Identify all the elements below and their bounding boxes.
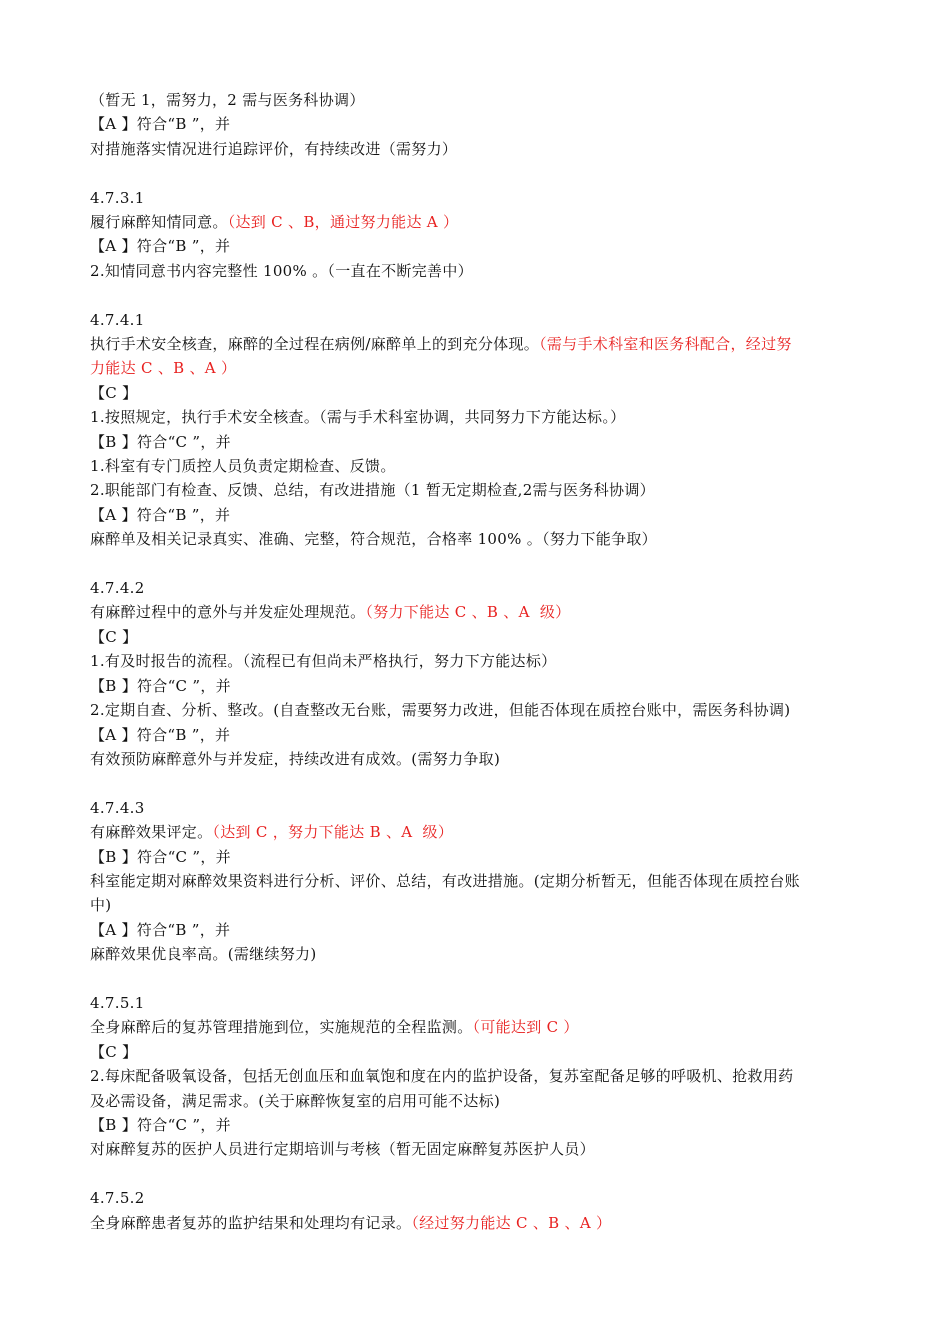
section-block bbox=[90, 308, 870, 552]
text-segment: 1.科室有专门质控人员负责定期检查、反馈。 bbox=[90, 457, 396, 476]
text-line bbox=[90, 600, 870, 624]
text-line bbox=[90, 381, 870, 405]
text-segment: 【B 】符合“C ”，并 bbox=[90, 847, 231, 866]
text-line bbox=[90, 1015, 870, 1039]
text-segment: 2.职能部门有检查、反馈、总结，有改进措施（1 暂无定期检查,2需与医务科协调） bbox=[90, 481, 655, 500]
text-line bbox=[90, 674, 870, 698]
text-segment: 【B 】符合“C ”，并 bbox=[90, 432, 231, 451]
text-line bbox=[90, 845, 870, 869]
text-line bbox=[90, 478, 870, 502]
annotation-note: （可能达到 C ） bbox=[472, 1018, 579, 1037]
text-line bbox=[90, 1113, 870, 1137]
text-line bbox=[90, 723, 870, 747]
text-line bbox=[90, 186, 870, 210]
text-segment: 4.7.4.3 bbox=[90, 798, 145, 817]
section-gap bbox=[90, 771, 870, 795]
text-line bbox=[90, 649, 870, 673]
text-segment: 【A 】符合“B ”，并 bbox=[90, 725, 231, 744]
text-line bbox=[90, 356, 870, 380]
text-line bbox=[90, 1089, 870, 1113]
text-line bbox=[90, 454, 870, 478]
text-segment: 4.7.5.1 bbox=[90, 993, 145, 1012]
text-line bbox=[90, 405, 870, 429]
section-block bbox=[90, 796, 870, 967]
text-segment: 【C 】 bbox=[90, 627, 138, 646]
section-block bbox=[90, 186, 870, 284]
text-line bbox=[90, 503, 870, 527]
text-line bbox=[90, 88, 870, 112]
section-gap bbox=[90, 1162, 870, 1186]
text-segment: 【B 】符合“C ”，并 bbox=[90, 1115, 231, 1134]
text-segment: 全身麻醉后的复苏管理措施到位，实施规范的全程监测。 bbox=[90, 1018, 473, 1037]
text-segment: 有麻醉过程中的意外与并发症处理规范。 bbox=[90, 603, 366, 622]
text-segment: 2.每床配备吸氧设备，包括无创血压和血氧饱和度在内的监护设备，复苏室配备足够的呼吸机、抢救用药 bbox=[90, 1067, 794, 1086]
text-segment: 4.7.5.2 bbox=[90, 1189, 145, 1208]
text-line bbox=[90, 893, 870, 917]
text-segment: 4.7.4.1 bbox=[90, 310, 145, 329]
annotation-note: 力能达 C 、B 、A ） bbox=[90, 359, 237, 378]
text-line bbox=[90, 1064, 870, 1088]
text-segment: 1.有及时报告的流程。（流程已有但尚未严格执行，努力下方能达标） bbox=[90, 652, 557, 671]
text-line bbox=[90, 625, 870, 649]
text-line bbox=[90, 820, 870, 844]
section-block bbox=[90, 991, 870, 1162]
text-segment: 4.7.4.2 bbox=[90, 579, 145, 598]
text-line bbox=[90, 942, 870, 966]
text-line bbox=[90, 527, 870, 551]
text-line bbox=[90, 210, 870, 234]
text-segment: 麻醉效果优良率高。(需继续努力) bbox=[90, 945, 317, 964]
text-segment: 【A 】符合“B ”，并 bbox=[90, 920, 231, 939]
section-gap bbox=[90, 161, 870, 185]
annotation-note: （需与手术科室和医务科配合，经过努 bbox=[539, 335, 792, 354]
text-segment: 麻醉单及相关记录真实、准确、完整，符合规范，合格率 100% 。（努力下能争取） bbox=[90, 530, 657, 549]
section-block bbox=[90, 88, 870, 161]
section-block bbox=[90, 1186, 870, 1235]
text-segment: 有效预防麻醉意外与并发症，持续改进有成效。(需努力争取) bbox=[90, 749, 501, 768]
text-segment: 2.知情同意书内容完整性 100% 。（一直在不断完善中） bbox=[90, 261, 473, 280]
text-line bbox=[90, 332, 870, 356]
text-segment: 科室能定期对麻醉效果资料进行分析、评价、总结，有改进措施。(定期分析暂无，但能否体现在质控台账 bbox=[90, 871, 800, 890]
text-line bbox=[90, 137, 870, 161]
section-gap bbox=[90, 552, 870, 576]
text-line bbox=[90, 576, 870, 600]
text-segment: 中) bbox=[90, 896, 112, 915]
text-line bbox=[90, 430, 870, 454]
text-line bbox=[90, 1211, 870, 1235]
annotation-note: （努力下能达 C 、B 、A 级） bbox=[365, 603, 571, 622]
text-segment: 2.定期自查、分析、整改。(自查整改无台账，需要努力改进，但能否体现在质控台账中，需医务科协调) bbox=[90, 701, 791, 720]
annotation-note: （经过努力能达 C 、B 、A ） bbox=[411, 1213, 612, 1232]
text-segment: （暂无 1，需努力，2 需与医务科协调） bbox=[90, 91, 365, 109]
text-line bbox=[90, 234, 870, 258]
text-segment: 执行手术安全核查，麻醉的全过程在病例/麻醉单上的到充分体现。 bbox=[90, 335, 540, 354]
text-line bbox=[90, 869, 870, 893]
text-segment: 全身麻醉患者复苏的监护结果和处理均有记录。 bbox=[90, 1213, 412, 1232]
text-line bbox=[90, 796, 870, 820]
text-line bbox=[90, 698, 870, 722]
text-line bbox=[90, 1137, 870, 1161]
text-line bbox=[90, 991, 870, 1015]
text-segment: 及必需设备，满足需求。(关于麻醉恢复室的启用可能不达标) bbox=[90, 1091, 501, 1110]
text-segment: 1.按照规定，执行手术安全核查。（需与手术科室协调，共同努力下方能达标。） bbox=[90, 408, 626, 427]
annotation-note: （达到 C 、B，通过努力能达 A ） bbox=[227, 213, 459, 232]
text-segment: 有麻醉效果评定。 bbox=[90, 823, 213, 842]
text-segment: 【A 】符合“B ”，并 bbox=[90, 237, 231, 256]
text-line bbox=[90, 259, 870, 283]
section-block bbox=[90, 576, 870, 771]
text-segment: 【A 】符合“B ”，并 bbox=[90, 115, 231, 134]
section-gap bbox=[90, 283, 870, 307]
text-line bbox=[90, 1040, 870, 1064]
text-segment: 【C 】 bbox=[90, 1042, 138, 1061]
text-segment: 履行麻醉知情同意。 bbox=[90, 213, 228, 232]
annotation-note: （达到 C ，努力下能达 B 、A 级） bbox=[212, 823, 454, 842]
text-line bbox=[90, 747, 870, 771]
text-segment: 4.7.3.1 bbox=[90, 188, 145, 207]
document-body bbox=[90, 88, 870, 1235]
text-segment: 【A 】符合“B ”，并 bbox=[90, 505, 231, 524]
text-segment: 对麻醉复苏的医护人员进行定期培训与考核（暂无固定麻醉复苏医护人员） bbox=[90, 1140, 595, 1159]
text-segment: 【B 】符合“C ”，并 bbox=[90, 676, 231, 695]
text-line bbox=[90, 112, 870, 136]
section-gap bbox=[90, 967, 870, 991]
text-segment: 【C 】 bbox=[90, 383, 138, 402]
text-line bbox=[90, 918, 870, 942]
text-segment: 对措施落实情况进行追踪评价，有持续改进（需努力） bbox=[90, 139, 458, 158]
text-line bbox=[90, 1186, 870, 1210]
text-line bbox=[90, 308, 870, 332]
